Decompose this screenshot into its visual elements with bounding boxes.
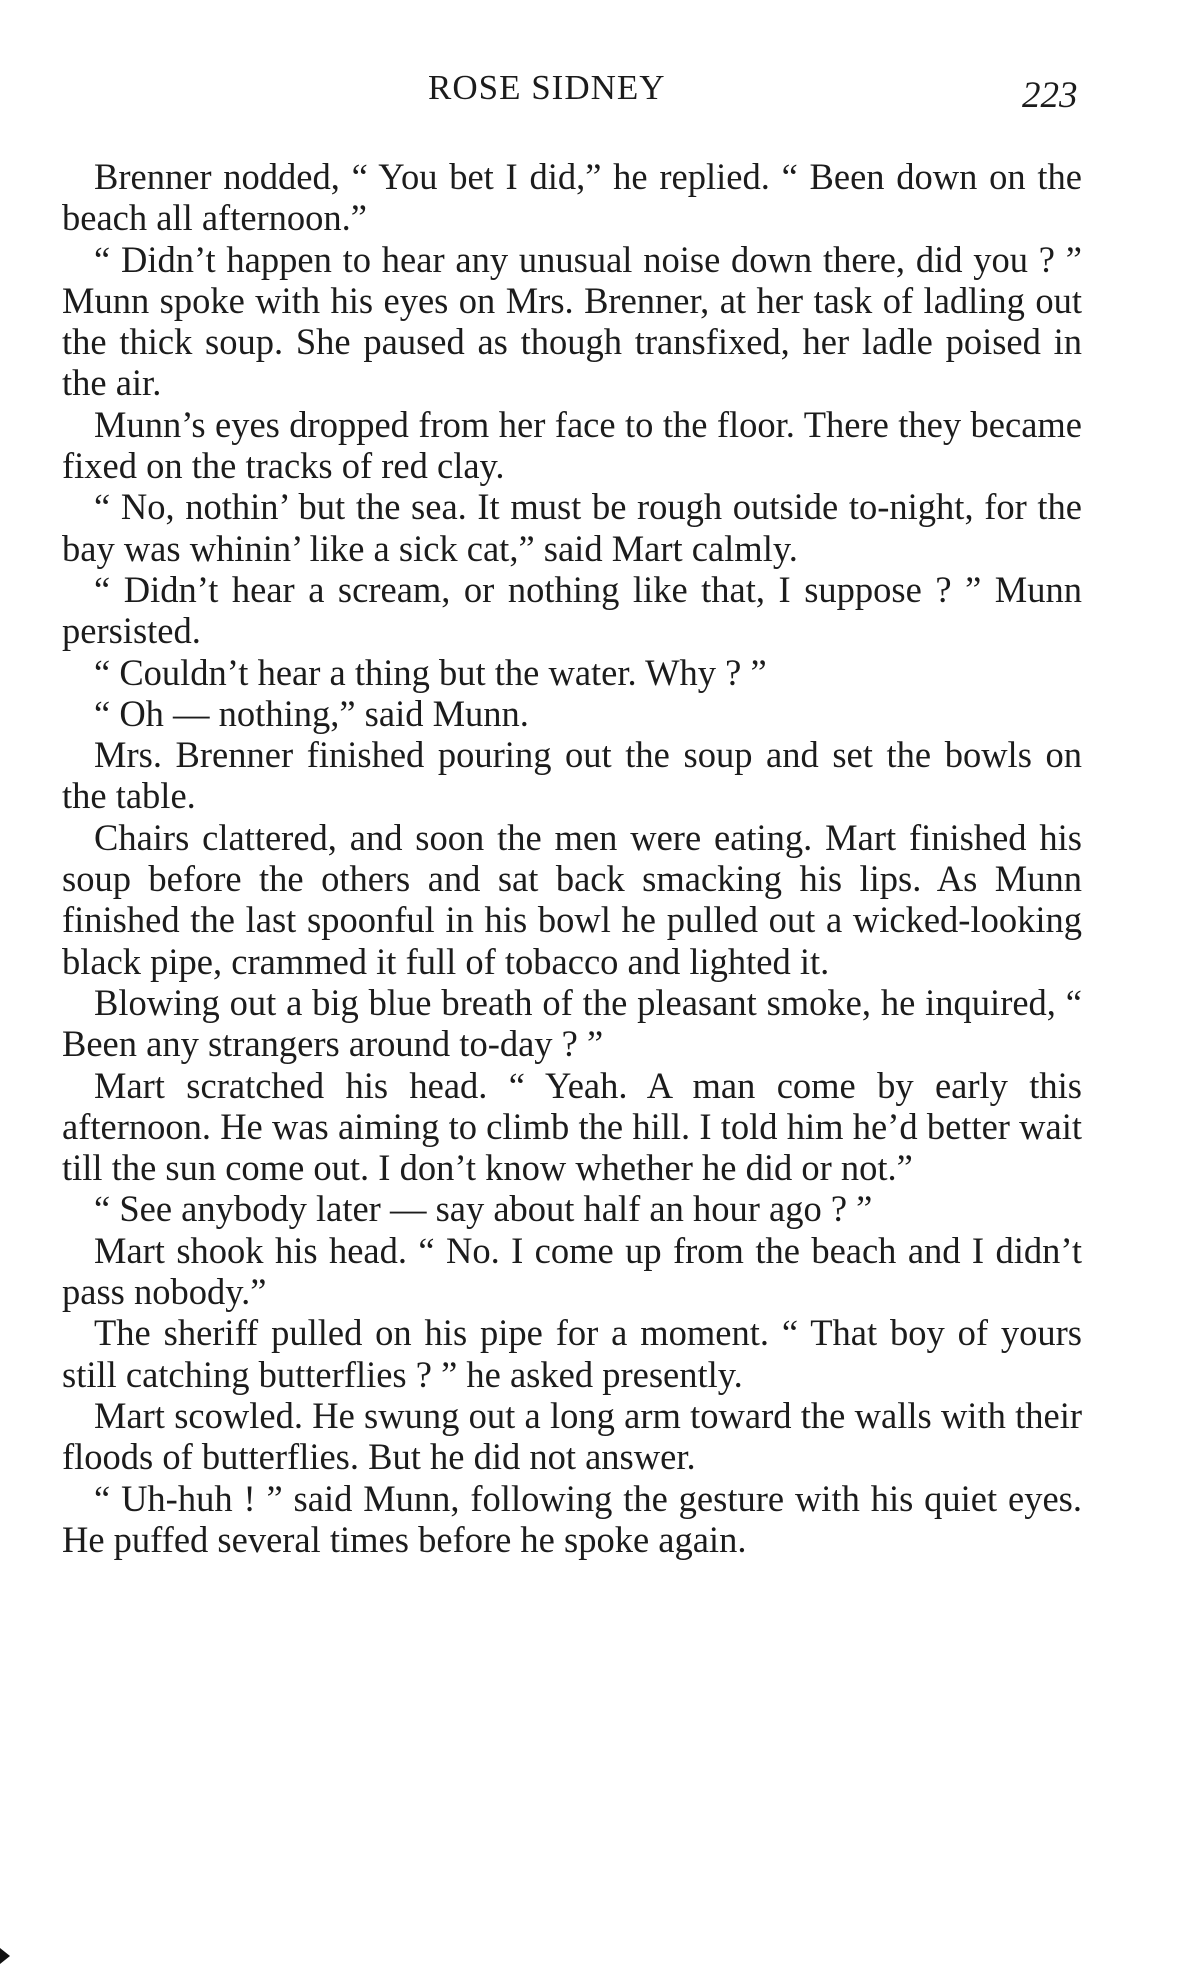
- page-number: 223: [1022, 75, 1078, 116]
- running-head: [0, 68, 1204, 118]
- running-head-title: ROSE SIDNEY: [428, 68, 666, 107]
- paragraph: “ Didn’t happen to hear any unusual noise down there, did you ? ” Munn spoke with his eyes on Mrs. Brenner, at her task of ladling out the thick soup. She paused as though transfixed, her ladle poised in the air.: [62, 238, 1082, 404]
- paragraph: “ No, nothin’ but the sea. It must be rough outside to-night, for the bay was whinin’ like a sick cat,” said Mart calmly.: [62, 486, 1082, 569]
- paragraph: Mart scowled. He swung out a long arm toward the walls with their floods of butterflies. But he did not answer.: [62, 1394, 1082, 1478]
- scan-edge-mark: [0, 1948, 10, 1964]
- paragraph: Blowing out a big blue breath of the pleasant smoke, he inquired, “ Been any strangers around to-day ? ”: [62, 981, 1082, 1065]
- paragraph: “ See anybody later — say about half an hour ago ? ”: [94, 1188, 873, 1230]
- paragraph: Mrs. Brenner finished pouring out the soup and set the bowls on the table.: [62, 734, 1082, 817]
- paragraph: Mart scratched his head. “ Yeah. A man come by early this afternoon. He was aiming to climb the hill. I told him he’d better wait till the sun come out. I don’t know whether he did or not.”: [62, 1064, 1082, 1189]
- paragraph: The sheriff pulled on his pipe for a moment. “ That boy of yours still catching butterflies ? ” he asked presently.: [62, 1312, 1082, 1395]
- paragraph: “ Uh-huh ! ” said Munn, following the gesture with his quiet eyes. He puffed several times before he spoke again.: [62, 1477, 1082, 1560]
- paragraph: Chairs clattered, and soon the men were eating. Mart finished his soup before the others and sat back smacking his lips. As Munn finished the last spoonful in his bowl he pulled out a wicked-looking black pipe, crammed it full of tobacco and lighted it.: [62, 816, 1082, 982]
- paragraph: “ Didn’t hear a scream, or nothing like that, I suppose ? ” Munn persisted.: [62, 568, 1082, 652]
- body-text: [62, 156, 1082, 1560]
- paragraph: Mart shook his head. “ No. I come up from the beach and I didn’t pass nobody.”: [62, 1229, 1082, 1313]
- paragraph: “ Oh — nothing,” said Munn.: [94, 692, 529, 734]
- paragraph: Munn’s eyes dropped from her face to the floor. There they became fixed on the tracks of red clay.: [62, 403, 1082, 487]
- paragraph: Brenner nodded, “ You bet I did,” he replied. “ Been down on the beach all afternoon.”: [62, 156, 1082, 239]
- paragraph: “ Couldn’t hear a thing but the water. Why ? ”: [94, 651, 767, 693]
